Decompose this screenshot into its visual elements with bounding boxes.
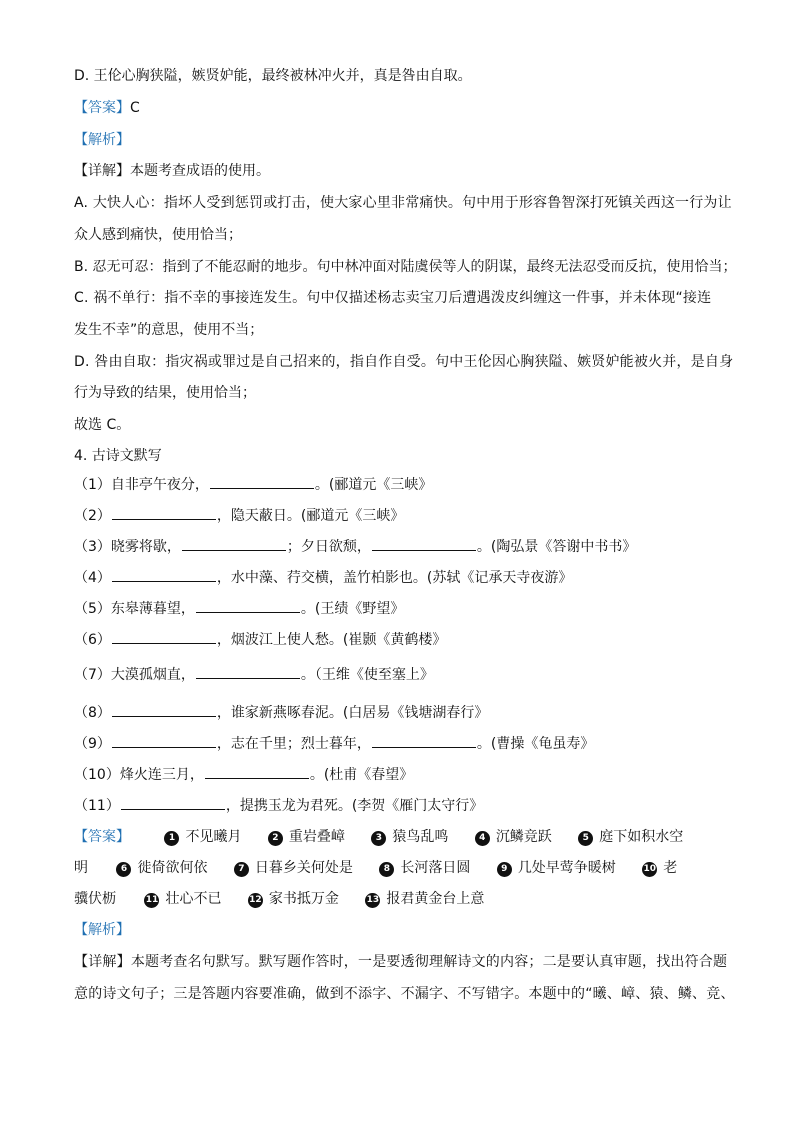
- answer-tag: 【答案】: [74, 100, 130, 116]
- poem-text: 。（王维《使至塞上》: [300, 667, 434, 683]
- answer-item: [268, 829, 345, 845]
- answer-line-1: [74, 98, 140, 118]
- poem-item-4: [74, 567, 572, 588]
- poem-text: ，烟波江上使人愁。(崔颢《黄鹤楼》: [216, 632, 447, 648]
- fill-blank: [210, 474, 314, 489]
- answer-value: C: [130, 100, 140, 116]
- poem-text: （1）自非亭午夜分，: [74, 477, 209, 493]
- detail-line-2: [74, 952, 727, 972]
- fill-blank: [196, 664, 300, 679]
- poem-text: （6）: [74, 632, 111, 648]
- answer-text: 不见曦月: [185, 829, 242, 845]
- poem-text: 。(王绩《野望》: [300, 601, 405, 617]
- poem-text: （4）: [74, 570, 111, 586]
- poem-text: （7）大漠孤烟直，: [74, 667, 195, 683]
- detail-tag: 【详解】: [74, 954, 131, 970]
- answer-item: [642, 860, 677, 876]
- poem-text: ，隐天蔽日。(郦道元《三峡》: [216, 508, 405, 524]
- poem-text: 。(郦道元《三峡》: [314, 477, 433, 493]
- number-badge: 7: [234, 862, 249, 877]
- number-badge: 1: [164, 831, 179, 846]
- detail-text: 本题考查名句默写。默写题作答时，一是要透彻理解诗文的内容；二是要认真审题，找出符合题: [130, 954, 728, 970]
- explain-c-line-1: C. 祸不单行：指不幸的事接连发生。句中仅描述杨志卖宝刀后遭遇泼皮纠缠这一件事，并未体现“接连: [74, 290, 712, 306]
- poem-item-6: [74, 629, 446, 650]
- answer-row-1: [74, 827, 683, 847]
- number-badge: 12: [248, 893, 263, 908]
- explain-c-line-2: 发生不幸”的意思，使用不当；: [74, 322, 264, 338]
- detail-line-1: [74, 161, 270, 181]
- answer-item: [497, 860, 616, 876]
- answer-item: [475, 829, 552, 845]
- answer-item: [578, 829, 683, 845]
- poem-text: ，志在千里；烈士暮年，: [216, 736, 371, 752]
- poem-text: （5）东皋薄暮望，: [74, 601, 195, 617]
- answer-text: 家书抵万金: [268, 891, 339, 907]
- poem-text: （2）: [74, 508, 111, 524]
- number-badge: 8: [379, 862, 394, 877]
- answer-text: 骥伏枥: [74, 891, 116, 907]
- poem-text: 。(曹操《龟虽寿》: [476, 736, 595, 752]
- fill-blank: [121, 795, 225, 810]
- answer-text: 庭下如积水空: [599, 829, 684, 845]
- poem-item-10: [74, 764, 413, 785]
- poem-item-9: [74, 733, 594, 754]
- answer-item: [365, 891, 484, 907]
- answer-text: 日暮乡关何处是: [254, 860, 353, 876]
- option-d-line: D. 王伦心胸狭隘，嫉贤妒能，最终被林冲火并，真是咎由自取。: [74, 68, 472, 84]
- answer-text: 明: [74, 860, 88, 876]
- answer-row-2: [74, 858, 677, 878]
- answer-item: [234, 860, 353, 876]
- poem-text: 。(陶弘景《答谢中书书》: [476, 539, 637, 555]
- answer-text: 报君黄金台上意: [386, 891, 485, 907]
- poem-text: （11）: [74, 798, 120, 814]
- answer-item: [379, 860, 470, 876]
- poem-text: ；夕日欲颓，: [286, 539, 371, 555]
- answer-text: 重岩叠嶂: [288, 829, 345, 845]
- answer-text: 老: [663, 860, 678, 876]
- explain-d-line-1: D. 咎由自取：指灾祸或罪过是自己招来的，指自作自受。句中王伦因心胸狭隘、嫉贤妒能被火并，是自身: [74, 354, 734, 370]
- answer-item: [144, 891, 221, 907]
- poem-text: ，谁家新燕啄春泥。(白居易《钱塘湖春行》: [216, 705, 489, 721]
- number-badge: 11: [144, 893, 159, 908]
- conclusion-line: 故选 C。: [74, 417, 131, 433]
- fill-blank: [182, 536, 286, 551]
- fill-blank: [112, 629, 216, 644]
- answer-tag: 【答案】: [74, 829, 130, 845]
- analysis-tag: 【解析】: [74, 132, 130, 148]
- explain-a-line-2: 众人感到痛快，使用恰当；: [74, 227, 242, 243]
- number-badge: 10: [642, 862, 657, 877]
- explain-a-line-1: A. 大快人心：指坏人受到惩罚或打击，使大家心里非常痛快。句中用于形容鲁智深打死镇关西这一行为让: [74, 195, 732, 211]
- analysis-tag: 【解析】: [74, 922, 130, 938]
- poem-text: （3）晓雾将歇，: [74, 539, 181, 555]
- analysis-tag-1: [74, 130, 130, 150]
- fill-blank: [112, 505, 216, 520]
- fill-blank: [372, 536, 476, 551]
- poem-item-5: [74, 598, 404, 619]
- poem-item-2: [74, 505, 404, 526]
- answer-text: 长河落日圆: [400, 860, 471, 876]
- poem-text: （10）烽火连三月，: [74, 767, 204, 783]
- poem-text: （8）: [74, 705, 111, 721]
- poem-text: ，水中藻、荇交横，盖竹柏影也。(苏轼《记承天寺夜游》: [216, 570, 573, 586]
- number-badge: 9: [497, 862, 512, 877]
- answer-item: [371, 829, 448, 845]
- answer-text: 猿鸟乱鸣: [392, 829, 449, 845]
- answer-row-3: [74, 889, 484, 909]
- fill-blank: [196, 598, 300, 613]
- answer-item: [248, 891, 339, 907]
- poem-item-7: [74, 664, 434, 685]
- answer-item: [116, 860, 207, 876]
- analysis-tag-2: [74, 920, 130, 940]
- number-badge: 3: [371, 831, 386, 846]
- number-badge: 5: [578, 831, 593, 846]
- detail-line-3: 意的诗文句子；三是答题内容要准确，做到不添字、不漏字、不写错字。本题中的“曦、嶂、猿、鳞、竞、: [74, 986, 735, 1002]
- fill-blank: [205, 764, 309, 779]
- poem-text: （9）: [74, 736, 111, 752]
- explain-b-line: B. 忍无可忍：指到了不能忍耐的地步。句中林冲面对陆虞侯等人的阴谋，最终无法忍受而反抗，使用恰当；: [74, 259, 737, 275]
- poem-item-1: [74, 474, 432, 495]
- poem-text: ，提携玉龙为君死。(李贺《雁门太守行》: [225, 798, 484, 814]
- poem-item-8: [74, 702, 488, 723]
- detail-tag: 【详解】: [74, 163, 130, 179]
- answer-text: 壮心不已: [165, 891, 222, 907]
- number-badge: 13: [365, 893, 380, 908]
- number-badge: 6: [116, 862, 131, 877]
- fill-blank: [112, 702, 216, 717]
- number-badge: 2: [268, 831, 283, 846]
- detail-text: 本题考查成语的使用。: [130, 163, 270, 179]
- answer-text: 徙倚欲何依: [137, 860, 208, 876]
- question-4-title: 4. 古诗文默写: [74, 448, 162, 464]
- answer-text: 几处早莺争暖树: [517, 860, 616, 876]
- answer-text: 沉鳞竞跃: [495, 829, 552, 845]
- number-badge: 4: [475, 831, 490, 846]
- fill-blank: [112, 733, 216, 748]
- fill-blank: [112, 567, 216, 582]
- explain-d-line-2: 行为导致的结果，使用恰当；: [74, 385, 256, 401]
- poem-item-11: [74, 795, 483, 816]
- answer-item: [164, 829, 241, 845]
- poem-item-3: [74, 536, 636, 557]
- poem-text: 。(杜甫《春望》: [309, 767, 414, 783]
- fill-blank: [372, 733, 476, 748]
